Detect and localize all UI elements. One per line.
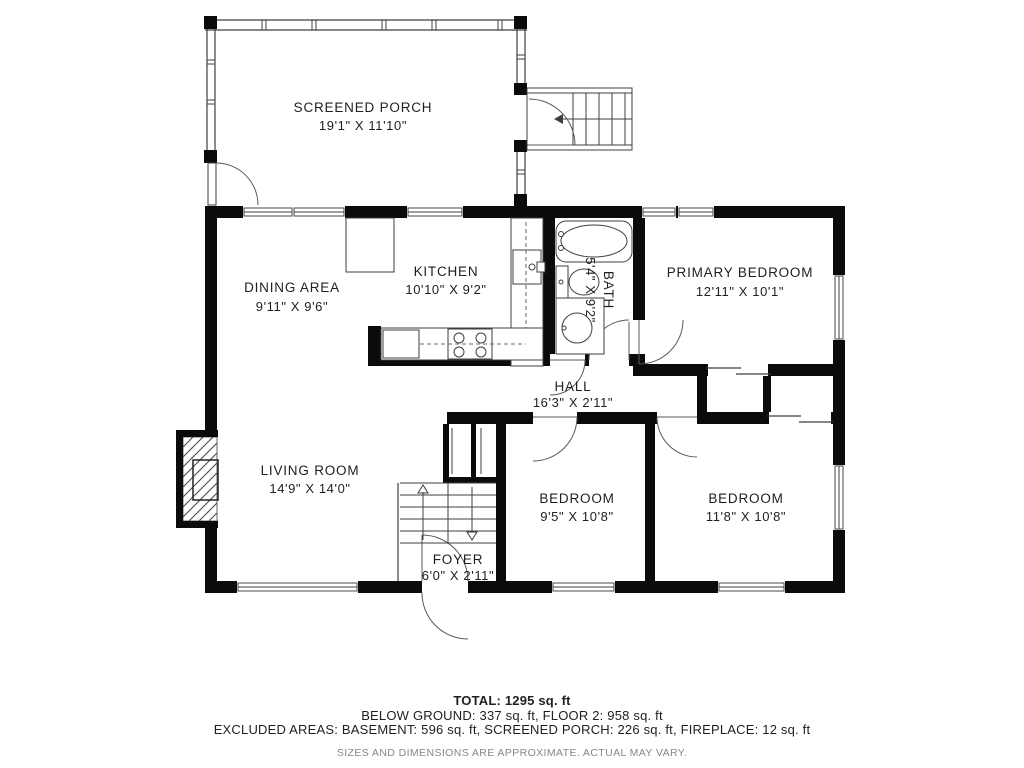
- svg-text:KITCHEN: KITCHEN: [413, 264, 479, 279]
- stairs-up-arrow: [418, 485, 428, 493]
- svg-text:BEDROOM: BEDROOM: [539, 491, 615, 506]
- label-dining-area: [244, 280, 340, 314]
- svg-text:14'9" X 14'0": 14'9" X 14'0": [269, 481, 351, 496]
- label-hall: [533, 379, 613, 410]
- window: [833, 465, 845, 530]
- svg-text:DINING AREA: DINING AREA: [244, 280, 340, 295]
- window: [833, 275, 845, 340]
- svg-text:9'11" X 9'6": 9'11" X 9'6": [255, 299, 329, 314]
- svg-text:16'3" X 2'11": 16'3" X 2'11": [532, 395, 614, 410]
- window: [552, 581, 615, 593]
- dining-table: [346, 218, 394, 272]
- fireplace: [176, 430, 218, 528]
- svg-text:FOYER: FOYER: [432, 552, 484, 567]
- label-primary-bedroom: [667, 265, 814, 299]
- label-kitchen: [405, 264, 486, 297]
- label-living-room: [261, 463, 360, 496]
- window: [642, 206, 676, 218]
- svg-text:12'11" X 10'1": 12'11" X 10'1": [695, 284, 785, 299]
- stairs-down-arrow: [467, 532, 477, 540]
- label-foyer: [422, 552, 494, 583]
- bathtub: [556, 221, 632, 262]
- svg-text:BEDROOM: BEDROOM: [708, 491, 784, 506]
- footer-areas: BELOW GROUND: 337 sq. ft, FLOOR 2: 958 sq. ft: [361, 708, 663, 723]
- svg-text:5'4" X 9'2": 5'4" X 9'2": [583, 257, 598, 323]
- refrigerator: [383, 330, 419, 358]
- svg-text:6'0" X 2'11": 6'0" X 2'11": [421, 568, 495, 583]
- window: [678, 206, 714, 218]
- svg-text:PRIMARY BEDROOM: PRIMARY BEDROOM: [666, 265, 814, 280]
- footer-total: TOTAL: 1295 sq. ft: [453, 693, 571, 708]
- primary-bedroom-door: [639, 320, 683, 364]
- window: [407, 206, 463, 218]
- svg-text:10'10" X 9'2": 10'10" X 9'2": [405, 282, 487, 297]
- window: [718, 581, 785, 593]
- window: [243, 206, 293, 218]
- label-screened-porch: [294, 100, 433, 133]
- kitchen-sink: [513, 250, 545, 284]
- svg-text:19'1" X 11'10": 19'1" X 11'10": [318, 118, 408, 133]
- svg-text:11'8" X 10'8": 11'8" X 10'8": [705, 509, 787, 524]
- footer-excluded: EXCLUDED AREAS: BASEMENT: 596 sq. ft, SCREENED PORCH: 226 sq. ft, FIREPLACE: 12 sq. ft: [213, 722, 811, 737]
- footer-disclaimer: SIZES AND DIMENSIONS ARE APPROXIMATE. ACTUAL MAY VARY.: [336, 747, 688, 759]
- window: [293, 206, 345, 218]
- exterior-stairs: [527, 88, 632, 150]
- screen-joints: [262, 20, 502, 30]
- label-bedroom-left: [539, 491, 614, 524]
- label-bedroom-right: [706, 491, 786, 524]
- porch-door: [208, 163, 258, 205]
- svg-text:LIVING ROOM: LIVING ROOM: [260, 463, 360, 478]
- svg-text:9'5" X 10'8": 9'5" X 10'8": [540, 509, 614, 524]
- svg-text:BATH: BATH: [601, 270, 616, 310]
- window: [237, 581, 358, 593]
- svg-text:SCREENED PORCH: SCREENED PORCH: [293, 100, 433, 115]
- svg-text:HALL: HALL: [554, 379, 592, 394]
- footer: [214, 693, 811, 759]
